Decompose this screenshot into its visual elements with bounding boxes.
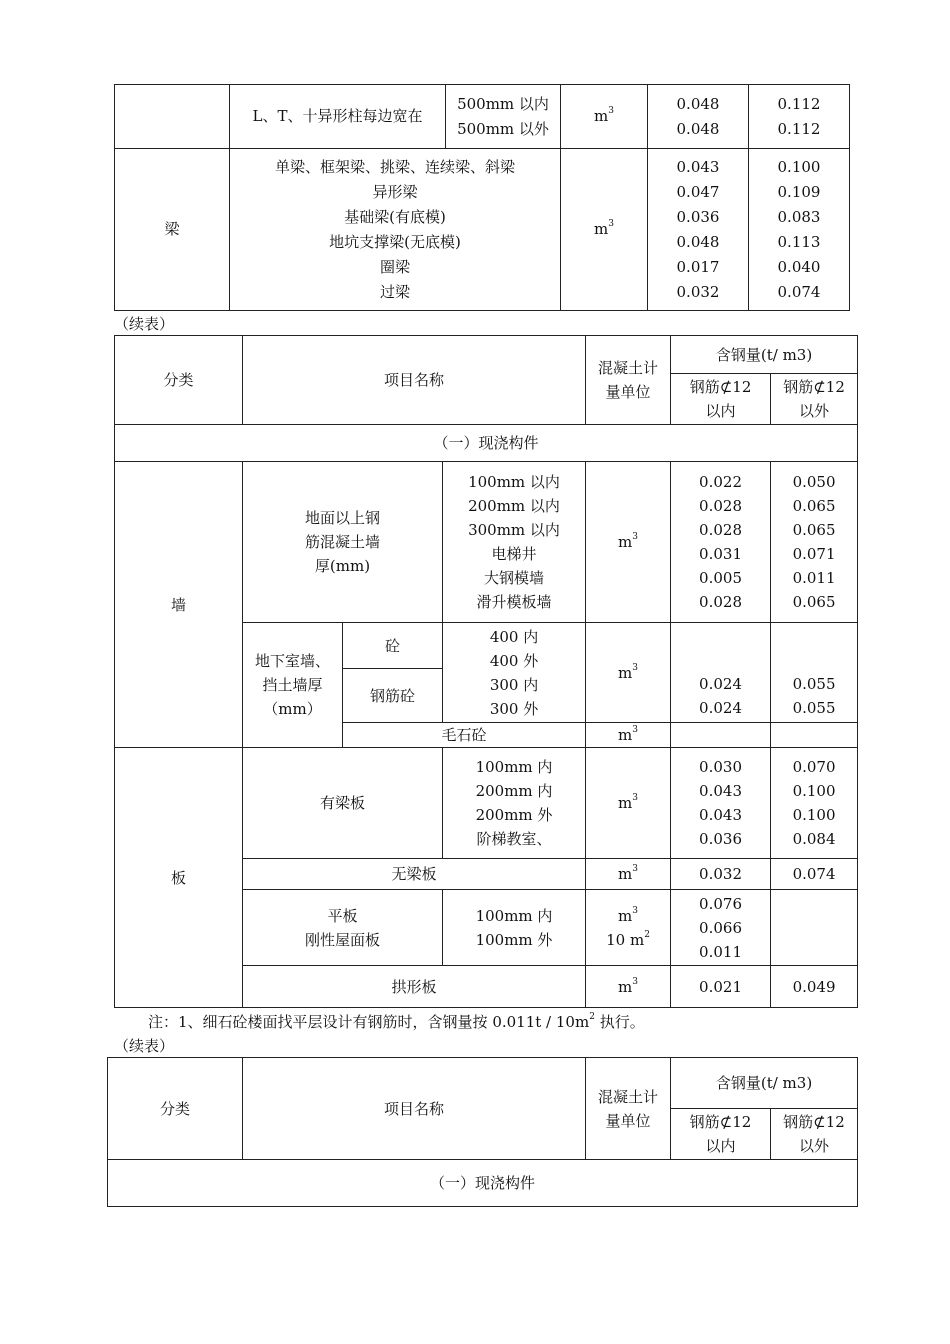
- unit-cell: $m^3$: [586, 966, 671, 1008]
- header-row: [115, 336, 858, 374]
- category-cell: [115, 85, 230, 149]
- within-values: 0.032: [671, 859, 771, 890]
- within-values: 0.076 0.066 0.011: [671, 890, 771, 966]
- table-note: 注：1、细石砼楼面找平层设计有钢筋时，含钢量按 $0.011t / 10m^2$ 执行。: [148, 1012, 645, 1031]
- table-walls-slabs: [114, 335, 858, 1008]
- over-values: 0.070 0.100 0.100 0.084: [771, 748, 858, 859]
- over-values: 0.050 0.065 0.065 0.071 0.011 0.065: [771, 462, 858, 623]
- category-cell: 梁: [115, 149, 230, 311]
- within-values: [671, 723, 771, 748]
- over-values: [771, 890, 858, 966]
- within-values: 0.043 0.047 0.036 0.048 0.017 0.032: [648, 149, 749, 311]
- section-row: [108, 1160, 858, 1207]
- section-label: （一）现浇构件: [115, 425, 858, 462]
- within-values: 0.024 0.024: [671, 623, 771, 723]
- header-within: 钢筋⊄12 以内: [671, 1109, 771, 1160]
- over-values: 0.100 0.109 0.083 0.113 0.040 0.074: [749, 149, 850, 311]
- table-beams: [114, 84, 850, 311]
- size-list: 500mm 以内 500mm 以外: [446, 85, 561, 149]
- header-item-name: 项目名称: [243, 1058, 586, 1160]
- item-name: 平板 刚性屋面板: [243, 890, 443, 966]
- section-row: [115, 425, 858, 462]
- size-list: 100mm 以内 200mm 以内 300mm 以内 电梯井 大钢模墙 滑升模板墙: [443, 462, 586, 623]
- continued-label: （续表）: [114, 315, 175, 333]
- header-steel: 含钢量(t/ m3): [671, 1058, 858, 1109]
- category-slab: 板: [115, 748, 243, 1008]
- unit-cell: $m^3$: [561, 149, 648, 311]
- header-unit: 混凝土计 量单位: [586, 1058, 671, 1160]
- continued-label: （续表）: [114, 1037, 175, 1055]
- item-name: 有梁板: [243, 748, 443, 859]
- sub-item: 钢筋砼: [343, 669, 443, 723]
- over-values: [771, 723, 858, 748]
- table-row: [115, 748, 858, 859]
- sub-item: 毛石砼: [343, 723, 586, 748]
- table-row: [115, 85, 850, 149]
- over-values: 0.074: [771, 859, 858, 890]
- item-name: 地下室墙、 挡土墙厚 （mm）: [243, 623, 343, 748]
- item-names: 单梁、框架梁、挑梁、连续梁、斜梁 异形梁 基础梁(有底模) 地坑支撑梁(无底模) 圈梁 过梁: [230, 149, 561, 311]
- item-name: 地面以上钢 筋混凝土墙 厚(mm): [243, 462, 443, 623]
- unit-cell: $m^3$ 10 $m^2$: [586, 890, 671, 966]
- header-unit: 混凝土计 量单位: [586, 336, 671, 425]
- header-within: 钢筋⊄12 以内: [671, 374, 771, 425]
- over-values: 0.055 0.055: [771, 623, 858, 723]
- header-row: [108, 1058, 858, 1109]
- unit-cell: $m^3$: [586, 623, 671, 723]
- within-values: 0.048 0.048: [648, 85, 749, 149]
- unit-cell: $m^3$: [586, 859, 671, 890]
- unit-cell: $m^3$: [586, 748, 671, 859]
- header-over: 钢筋⊄12 以外: [771, 1109, 858, 1160]
- item-name: L、T、十异形柱每边宽在: [230, 85, 446, 149]
- header-over: 钢筋⊄12 以外: [771, 374, 858, 425]
- unit-cell: $m^3$: [586, 462, 671, 623]
- within-values: 0.022 0.028 0.028 0.031 0.005 0.028: [671, 462, 771, 623]
- header-category: 分类: [108, 1058, 243, 1160]
- over-values: 0.112 0.112: [749, 85, 850, 149]
- item-name: 拱形板: [243, 966, 586, 1008]
- header-category: 分类: [115, 336, 243, 425]
- header-steel: 含钢量(t/ m3): [671, 336, 858, 374]
- header-item-name: 项目名称: [243, 336, 586, 425]
- item-name: 无梁板: [243, 859, 586, 890]
- table-row: [115, 149, 850, 311]
- size-list: 100mm 内 100mm 外: [443, 890, 586, 966]
- unit-cell: $m^3$: [561, 85, 648, 149]
- within-values: 0.030 0.043 0.043 0.036: [671, 748, 771, 859]
- unit-cell: $m^3$: [586, 723, 671, 748]
- section-label: （一）现浇构件: [108, 1160, 858, 1207]
- table-row: [115, 462, 858, 623]
- table-continued: [107, 1057, 858, 1207]
- over-values: 0.049: [771, 966, 858, 1008]
- sub-item: 砼: [343, 623, 443, 669]
- size-list: 400 内 400 外 300 内 300 外: [443, 623, 586, 723]
- within-values: 0.021: [671, 966, 771, 1008]
- category-wall: 墙: [115, 462, 243, 748]
- size-list: 100mm 内 200mm 内 200mm 外 阶梯教室、: [443, 748, 586, 859]
